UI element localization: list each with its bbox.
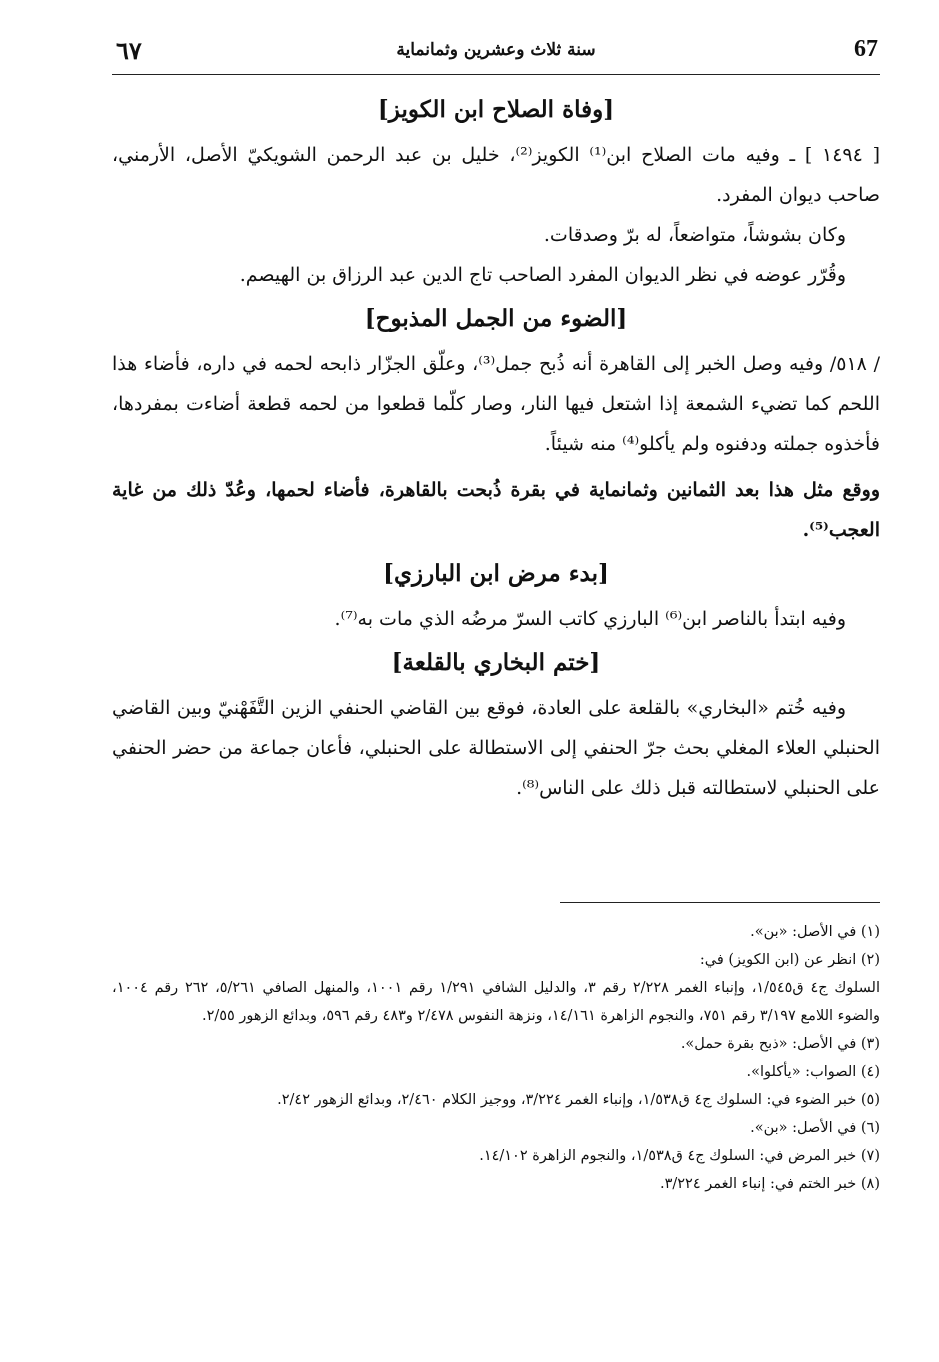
section-heading: [بدء مرض ابن البارزي] — [383, 560, 609, 587]
footnote: (١) في الأصل: «بن». — [750, 924, 880, 940]
footnote: (٥) خبر الضوء في: السلوك ج٤ ق١/٥٣٨، وإنباء الغمر ٣/٢٢٤، ووجيز الكلام ٢/٤٦٠، وبدائع الزهور ٢/٤٢. — [277, 1092, 880, 1108]
footnote: (٤) الصواب: «يأكلوا». — [746, 1064, 880, 1080]
footnote-continuation: السلوك ج٤ ق١/٥٤٥، وإنباء الغمر ٢/٢٢٨ رقم ٣، والدليل الشافي ١/٢٩١ رقم ١٠٠١، والمنهل الصافي ٥/٢٦١، ٢٦٢ رقم ١٠٠٤، والضوء اللامع ٣/١٩٧ رقم ٧٥١، والنجوم الزاهرة ١٤/١٦١، ونزهة النفوس ٢/٤٧٨ و٤٨٣ رقم ٥٩٦، وبدائع الزهور ٢/٥٥. — [112, 980, 880, 1024]
running-title: سنة ثلاث وعشرين وثمانماية — [396, 40, 596, 60]
section-heading: [الضوء من الجمل المذبوح] — [364, 305, 628, 332]
footnote: (٢) انظر عن (ابن الكويز) في: — [699, 952, 880, 968]
paragraph: / ٥١٨/ وفيه وصل الخبر إلى القاهرة أنه ذُبح جمل⁽³⁾، وعلّق الجزّار ذابحه لحمه في داره، فأضاء هذا اللحم كما تضيء الشمعة إذا اشتعل فيها النار، وصار كلّما قطعوا من لحمه قطعة أضاءت بمفردها، فأخذوه جملته ودفنوه ولم يأكلو⁽⁴⁾ منه شيئاً. — [112, 353, 880, 455]
section-heading: [وفاة الصلاح ابن الكويز] — [377, 96, 615, 123]
footnote: (٦) في الأصل: «بن». — [750, 1120, 880, 1136]
main-text — [112, 86, 880, 808]
paragraph: وفيه ابتدأ بالناصر ابن⁽⁶⁾ البارزي كاتب السرّ مرضُه الذي مات به⁽⁷⁾. — [334, 608, 846, 630]
footnote: (٧) خبر المرض في: السلوك ج٤ ق١/٥٣٨، والنجوم الزاهرة ١٤/١٠٢. — [479, 1148, 880, 1164]
footnote: (٨) خبر الختم في: إنباء الغمر ٣/٢٢٤. — [659, 1176, 880, 1192]
paragraph: ووقع مثل هذا بعد الثمانين وثمانماية في بقرة ذُبحت بالقاهرة، فأضاء لحمها، وعُدّ ذلك من غاية العجب⁽⁵⁾. — [112, 479, 880, 541]
page-header — [112, 30, 880, 75]
page-number-latin: 67 — [854, 36, 878, 62]
paragraph: وفيه خُتم «البخاري» بالقلعة على العادة، فوقع بين القاضي الحنفي الزين التَّفَهْنيّ وبين القاضي الحنبلي العلاء المغلي بحث جرّ الحنفي إلى الاستطالة على الحنبلي، فأعان جماعة من حضر الحنفي على الحنبلي لاستطالته قبل ذلك على الناس⁽⁸⁾. — [112, 697, 880, 799]
page-number-arabic: ٦٧ — [116, 36, 142, 65]
paragraph: وكان بشوشاً، متواضعاً، له برّ وصدقات. — [543, 224, 846, 246]
section-heading: [ختم البخاري بالقلعة] — [391, 649, 601, 676]
footnote-divider — [560, 902, 880, 903]
footnote: (٣) في الأصل: «ذبح بقرة حمل». — [680, 1036, 880, 1052]
paragraph: وقُرّر عوضه في نظر الديوان المفرد الصاحب تاج الدين عبد الرزاق بن الهيصم. — [239, 264, 846, 286]
footnotes — [112, 918, 880, 1198]
paragraph: [ ١٤٩٤ ] ـ وفيه مات الصلاح ابن⁽¹⁾ الكويز⁽²⁾، خليل بن عبد الرحمن الشويكيّ الأصل، الأرمني، صاحب ديوان المفرد. — [112, 144, 880, 206]
